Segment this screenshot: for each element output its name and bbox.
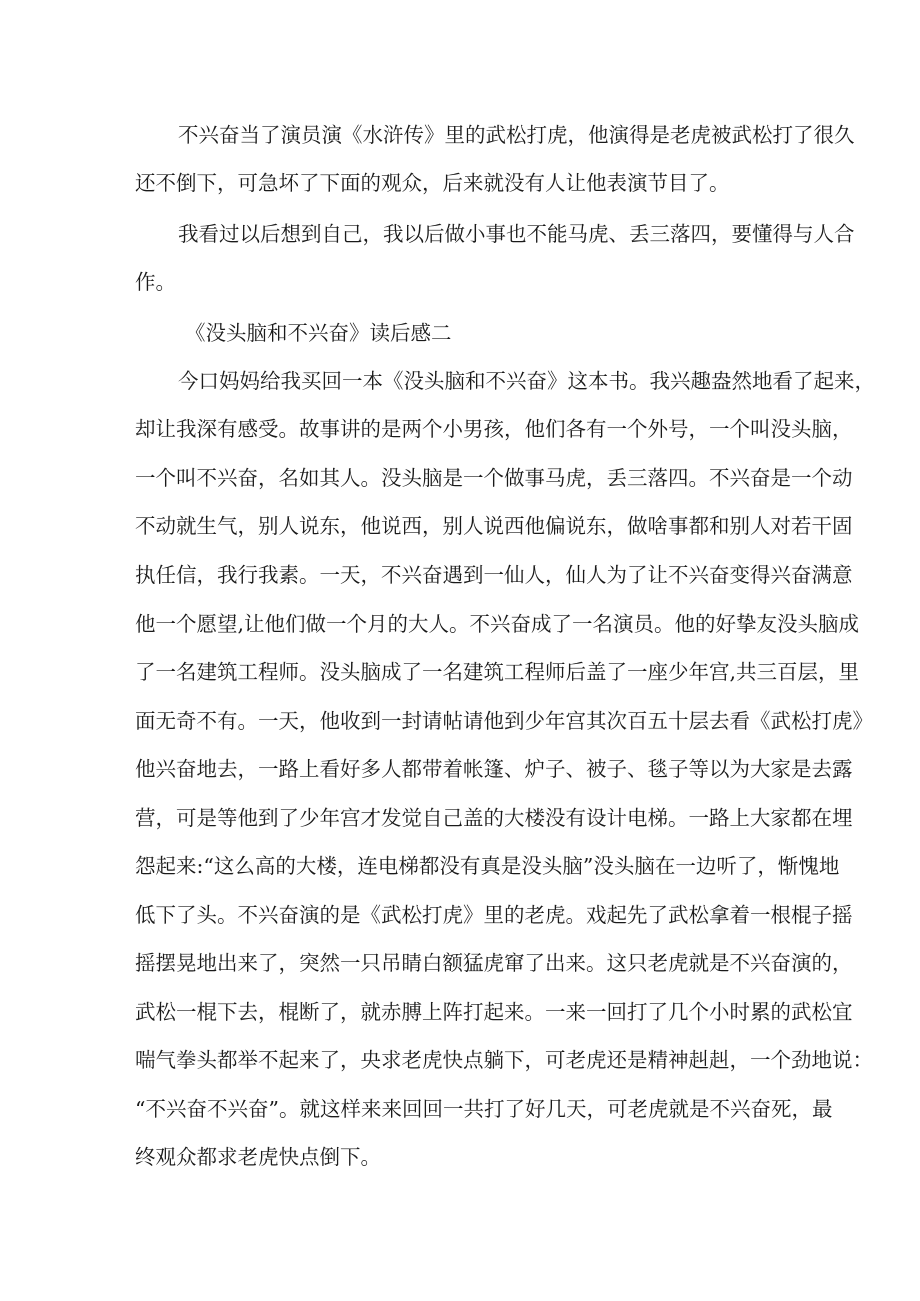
section-title <box>0 313 920 353</box>
text-line <box>0 846 920 886</box>
text-line <box>0 1040 920 1080</box>
text-line <box>0 652 920 692</box>
text-line <box>0 409 920 449</box>
text-line <box>0 943 920 983</box>
line-text: 却让我深有感受。故事讲的是两个小男孩，他们各有一个外号，一个叫没头脑， <box>135 417 853 441</box>
text-line <box>0 992 920 1032</box>
text-line <box>0 361 920 401</box>
text-line <box>0 604 920 644</box>
line-text: 还不倒下，可急坏了下面的观众，后来就没有人让他表演节目了。 <box>135 171 730 195</box>
line-text: 低下了头。不兴奋演的是《武松打虎》里的老虎。戏起先了武松拿着一根棍子摇 <box>135 903 853 927</box>
line-text: 执任信，我行我素。一天，不兴奋遇到一仙人，仙人为了让不兴奋变得兴奋满意 <box>135 563 853 587</box>
line-text: 他兴奋地去，一路上看好多人都带着帐篷、炉子、被子、毯子等以为大家是去露 <box>135 757 853 781</box>
text-line <box>0 506 920 546</box>
line-text: 不动就生气，别人说东，他说西，别人说西他偏说东，做啥事都和别人对若干固 <box>135 514 853 538</box>
line-text: 终观众都求老虎快点倒下。 <box>135 1145 381 1169</box>
line-text: 今口妈妈给我买回一本《没头脑和不兴奋》这本书。我兴趣盎然地看了起来， <box>178 369 875 393</box>
text-line <box>0 458 920 498</box>
line-text: 喘气拳头都举不起来了，央求老虎快点躺下，可老虎还是精神赳赳，一个劲地说： <box>135 1048 873 1072</box>
text-line <box>0 1089 920 1129</box>
line-text: 摇摆晃地出来了，突然一只吊睛白额猛虎窜了出来。这只老虎就是不兴奋演的， <box>135 951 853 975</box>
section-title-text: 《没头脑和不兴奋》读后感二 <box>185 321 452 345</box>
text-line <box>0 1137 920 1177</box>
text-line <box>0 115 920 155</box>
text-line <box>0 555 920 595</box>
text-line <box>0 895 920 935</box>
line-text: “不兴奋不兴奋”。就这样来来回回一共打了好几天，可老虎就是不兴奋死，最 <box>135 1097 833 1121</box>
line-text: 怨起来:“这么高的大楼，连电梯都没有真是没头脑”没头脑在一边听了，惭愧地 <box>135 854 840 878</box>
text-line <box>0 749 920 789</box>
text-line <box>0 798 920 838</box>
text-line <box>0 701 920 741</box>
text-line <box>0 214 920 254</box>
line-text: 面无奇不有。一天，他收到一封请帖请他到少年宫其次百五十层去看《武松打虎》 <box>135 709 873 733</box>
line-text: 营，可是等他到了少年宫才发觉自己盖的大楼没有设计电梯。一路上大家都在埋 <box>135 806 853 830</box>
line-text: 一个叫不兴奋，名如其人。没头脑是一个做事马虎，丢三落四。不兴奋是一个动 <box>135 466 853 490</box>
line-text: 武松一棍下去，棍断了，就赤膊上阵打起来。一来一回打了几个小时累的武松宜 <box>135 1000 853 1024</box>
line-text: 他一个愿望,让他们做一个月的大人。不兴奋成了一名演员。他的好挚友没头脑成 <box>135 612 860 636</box>
text-line <box>0 262 920 302</box>
line-text: 作。 <box>135 270 176 294</box>
line-text: 了一名建筑工程师。没头脑成了一名建筑工程师后盖了一座少年宫,共三百层，里 <box>135 660 860 684</box>
line-text: 不兴奋当了演员演《水浒传》里的武松打虎，他演得是老虎被武松打了很久 <box>178 123 855 147</box>
line-text: 我看过以后想到自己，我以后做小事也不能马虎、丢三落四，要懂得与人合 <box>178 222 855 246</box>
text-line <box>0 163 920 203</box>
